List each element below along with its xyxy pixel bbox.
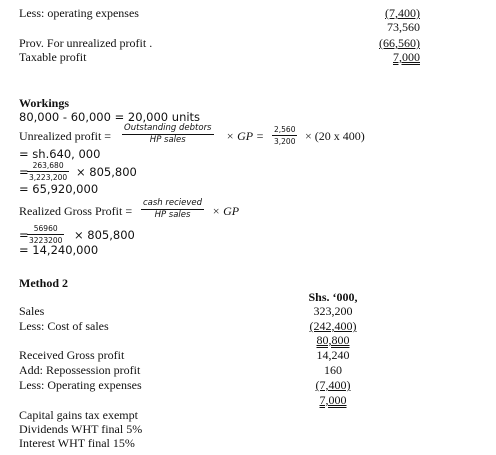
gross-profit-value: 80,800	[316, 333, 350, 347]
received-gross-value: 14,240	[316, 348, 350, 362]
cost-of-sales-value: (242,400)	[309, 319, 357, 333]
gp-denominator: 3,200	[274, 137, 296, 146]
units-line: 80,000 - 60,000 = 20,000 units	[19, 110, 201, 124]
realized-denominator: HP sales	[154, 210, 191, 220]
workings-heading: Workings	[19, 96, 70, 110]
gp-suffix: × (20 x 400)	[305, 129, 365, 143]
unrealized-fraction	[122, 123, 214, 146]
less-operating-label: Less: operating expenses	[19, 6, 139, 20]
unrealized-numerator: Outstanding debtors	[124, 123, 212, 133]
gp-fraction	[272, 124, 297, 147]
unrealized-denominator: HP sales	[149, 135, 186, 145]
prov-label: Prov. For unrealized profit .	[19, 36, 153, 50]
method2-heading: Method 2	[19, 276, 68, 290]
fraction-2-numerator: 56960	[27, 223, 64, 235]
cost-of-sales-label: Less: Cost of sales	[19, 319, 109, 333]
less-operating-value: (7,400)	[385, 6, 420, 20]
prov-value: (66,560)	[379, 36, 420, 50]
repossession-value: 160	[324, 363, 342, 377]
fraction-2-denominator: 3223200	[29, 236, 63, 245]
fraction-2-suffix: × 805,800	[74, 228, 135, 242]
times-gp-eq: × GP =	[226, 129, 264, 143]
fraction-1-suffix: × 805,800	[76, 165, 137, 179]
taxable-value: 7,000	[393, 50, 420, 64]
subtotal-value: 73,560	[387, 20, 420, 34]
sales-label: Sales	[19, 304, 45, 318]
note-dividends: Dividends WHT final 5%	[19, 422, 143, 436]
eq1: =	[19, 165, 29, 179]
received-gross-label: Received Gross profit	[19, 348, 125, 362]
column-header: Shs. ‘000,	[308, 290, 358, 304]
fraction-1	[27, 160, 69, 183]
result-2: = 14,240,000	[19, 243, 99, 257]
fraction-1-numerator: 263,680	[27, 160, 69, 172]
gp-numerator: 2,560	[274, 125, 296, 134]
taxable-label: Taxable profit	[19, 50, 87, 64]
operating-expenses-label: Less: Operating expenses	[19, 378, 142, 392]
result-1: = 65,920,000	[19, 182, 99, 196]
unrealized-prefix: Unrealized profit =	[19, 129, 112, 143]
realized-suffix: × GP	[212, 204, 240, 218]
note-capital-gains: Capital gains tax exempt	[19, 408, 138, 422]
sh-line: = sh.640, 000	[19, 147, 101, 161]
realized-prefix: Realized Gross Profit =	[19, 204, 133, 218]
final-profit-value: 7,000	[319, 393, 347, 407]
realized-fraction	[141, 198, 204, 221]
repossession-label: Add: Repossession profit	[19, 363, 141, 377]
realized-numerator: cash recieved	[143, 198, 203, 208]
eq2: =	[19, 228, 29, 242]
note-interest: Interest WHT final 15%	[19, 436, 135, 450]
operating-expenses-value: (7,400)	[315, 378, 351, 392]
fraction-1-denominator: 3,223,200	[29, 173, 68, 182]
sales-value: 323,200	[313, 304, 353, 318]
